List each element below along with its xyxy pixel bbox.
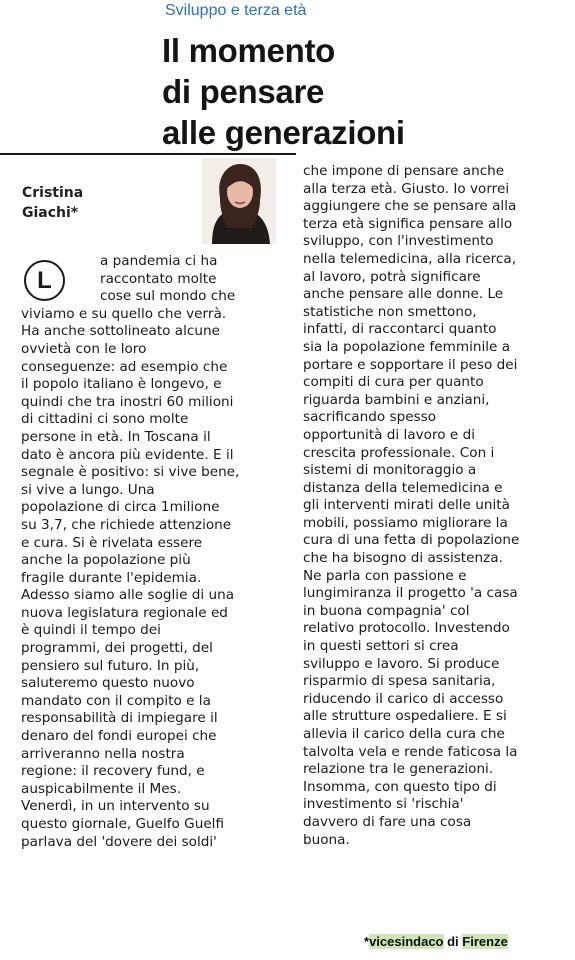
text-line: mobili, possiamo migliorare la [303,514,508,531]
text-line: questo giornale, Guelfo Guelfi [21,816,225,832]
text-line: anche la popolazione più [21,552,191,569]
author-last-name: Giachi* [22,205,79,221]
text-line: distanza della telemedicina e [303,479,503,496]
text-line: che ha bisogno di assistenza. [303,550,503,567]
text-line: il popolo italiano è longevo, e [21,376,222,393]
text-line: alla terza età. Giusto. Io vorrei [303,180,510,197]
text-line: parlava del 'dovere dei soldi' [21,833,217,850]
author-first-name: Cristina [22,185,84,201]
text-line: Ne parla con passione e [303,567,467,584]
text-line: pensiero sul futuro. In più, [21,657,200,674]
author-byline [22,183,83,223]
text-line: risparmio di spesa sanitaria, [303,673,496,690]
text-line: e cura. Si è rivelata essere [21,534,203,551]
text-line: aggiungere che se pensare alla [303,198,517,215]
footnote-asterisk: * [364,934,370,949]
text-line: fragile durante l'epidemia. [21,569,202,586]
text-line: investimento si 'rischia' [303,796,464,813]
text-line: Insomma, con questo tipo di [303,778,497,795]
text-line: sistemi di monitoraggio a [303,462,477,479]
headline-line-3: alle generazioni [162,114,405,151]
footnote-city: Firenze [462,934,508,949]
text-line: saluteremo questo nuovo [21,675,195,692]
byline-divider [0,153,296,155]
text-line: quindi che tra inostri 60 milioni [21,393,234,410]
text-line: regione: il recovery fund, e [21,763,205,780]
text-line: nuova legislatura regionale ed [21,604,228,621]
text-line: segnale è positivo: si vive bene, [21,464,240,481]
text-line: al lavoro, potrà significare [303,268,481,285]
footnote-connector: di [443,934,463,949]
text-line: portare e sopportare il peso dei [303,356,518,373]
text-line: relativo protocollo. Investendo [303,620,510,637]
text-line: sacrificando spesso [303,409,437,426]
text-line: compiti di cura per quanto [303,374,484,391]
text-line: mandato con il compito e la [21,692,211,709]
text-line: programmi, dei progetti, del [21,640,213,657]
text-line: relazione tra le generazioni. [303,761,494,778]
text-line: denaro del fondi europei che [21,728,217,745]
text-line: riducendo il carico di accesso [303,690,504,707]
text-line: si vive a lungo. Una [21,481,155,498]
text-line: anche pensare alle donne. Le [303,286,504,303]
text-line: crescita professionale. Con i [303,444,495,461]
text-line: Venerdì, in un intervento su [21,798,210,815]
text-line: Adesso siamo alle soglie di una [21,587,235,604]
text-line: dato è ancora più evidente. E il [21,446,234,463]
text-line: di cittadini ci sono molte [21,411,189,428]
text-line: sviluppo, con l'investimento [303,233,494,250]
text-line: arriveranno nella nostra [21,745,185,762]
text-line: ovvietà con le loro [21,340,147,357]
text-line: gli interventi mirati delle unità [303,497,510,514]
text-line: sviluppo e lavoro. Si produce [303,655,500,672]
text-line: Ha anche sottolineato alcune [21,323,220,340]
text-line: auspicabilmente il Mes. [21,780,182,797]
headline [162,30,572,153]
text-line: lungimiranza il progetto 'a casa [303,585,518,602]
text-line: in questi settori si crea [303,638,459,655]
text-line: nella telemedicina, alla ricerca, [303,250,517,267]
text-line: conseguenze: ad esempio che [21,358,228,375]
text-line: che impone di pensare anche [303,163,505,179]
text-line: terza età significa pensare allo [303,215,513,232]
footnote-role: vicesindaco [369,934,444,949]
text-line: a pandemia ci ha [100,253,218,269]
drop-cap: L [24,260,65,301]
text-line: riguarda bambini e anziani, [303,391,490,408]
author-footnote [364,934,508,949]
text-line: in buona compagnia' col [303,602,470,619]
text-line: cose sul mondo che [100,288,236,305]
article-column-right [303,163,519,849]
text-line: persone in età. In Toscana il [21,428,211,445]
article-column-left [21,253,239,851]
text-line: alle strutture ospedaliere. E si [303,708,507,725]
text-line: popolazione di circa 1milione [21,499,220,516]
text-line: buona. [303,831,350,848]
text-line: statistiche non smettono, [303,303,477,320]
text-line: è quindi il tempo dei [21,622,161,639]
author-photo [202,158,276,244]
text-line: sia la popolazione femminile a [303,338,511,355]
text-line: allevia il carico della cura che [303,726,505,742]
text-line: su 3,7, che richiede attenzione [21,516,232,533]
text-line: opportunità di lavoro e di [303,426,476,443]
section-kicker: Sviluppo e terza età [165,2,307,19]
author-portrait-image [202,158,276,244]
text-line: cura di una fetta di popolazione [303,532,520,549]
text-line: raccontato molte [100,270,217,287]
text-line: infatti, di raccontarci quanto [303,321,497,338]
text-line: davvero di fare una cosa [303,813,472,830]
text-line: viviamo e su quello che verrà. [21,305,227,322]
text-line: talvolta vela e rende faticosa la [303,743,518,760]
headline-line-2: di pensare [162,73,325,110]
headline-line-1: Il momento [162,32,336,69]
text-line: responsabilità di impiegare il [21,710,218,727]
